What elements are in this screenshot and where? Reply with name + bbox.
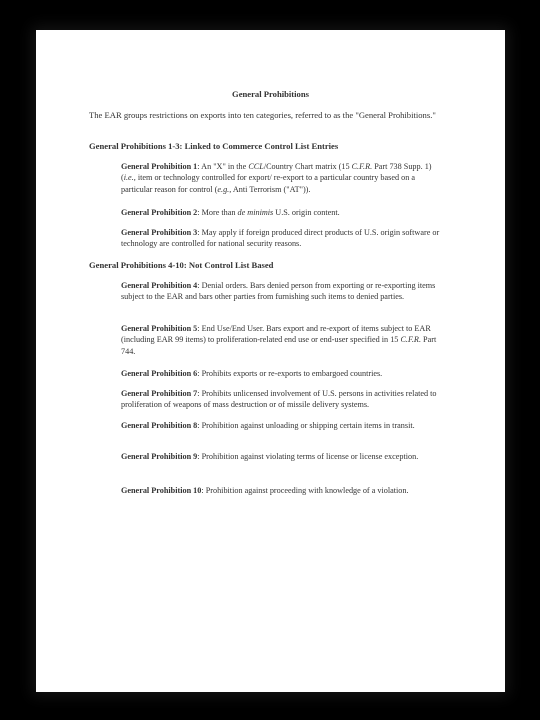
prohibition-text: : End Use/End User. Bars export and re-export of items subject to EAR (including EAR 99 items) to proliferation-related end use or end-user specified in 15 C.F.R. Part 744. xyxy=(121,324,437,356)
prohibition-label: General Prohibition 9 xyxy=(121,452,198,461)
prohibition-text: : Prohibits exports or re-exports to embargoed countries. xyxy=(197,369,383,378)
prohibition-5 xyxy=(121,323,445,357)
prohibition-text: : More than de minimis U.S. origin content. xyxy=(197,208,340,217)
document-page xyxy=(36,30,505,692)
prohibition-text: : Prohibition against unloading or shipping certain items in transit. xyxy=(197,421,415,430)
prohibition-label: General Prohibition 1 xyxy=(121,162,198,171)
section-heading-1-3: General Prohibitions 1-3: Linked to Commerce Control List Entries xyxy=(89,141,339,151)
prohibition-2 xyxy=(121,207,445,218)
prohibition-text: : Denial orders. Bars denied person from exporting or re-exporting items subject to the EAR and bars other parties from furnishing such items to denied parties. xyxy=(121,281,436,302)
intro-paragraph: The EAR groups restrictions on exports into ten categories, referred to as the "General Prohibitions." xyxy=(89,110,436,120)
prohibition-label: General Prohibition 10 xyxy=(121,486,202,495)
prohibition-text: : An "X" in the CCL/Country Chart matrix (15 C.F.R. Part 738 Supp. 1) (i.e., item or technology controlled for export/ re-export to a particular country based on a particular reason for control (e.g., Anti Terrorism ("AT")). xyxy=(121,162,432,194)
prohibition-text: : Prohibition against proceeding with knowledge of a violation. xyxy=(201,486,409,495)
prohibition-6 xyxy=(121,368,445,379)
page-title: General Prohibitions xyxy=(232,89,309,99)
prohibition-9 xyxy=(121,451,445,462)
prohibition-text: : Prohibition against violating terms of license or license exception. xyxy=(197,452,419,461)
prohibition-label: General Prohibition 7 xyxy=(121,389,198,398)
prohibition-label: General Prohibition 2 xyxy=(121,208,198,217)
prohibition-8 xyxy=(121,420,445,431)
prohibition-text: : May apply if foreign produced direct products of U.S. origin software or technology are controlled for national security reasons. xyxy=(121,228,440,249)
prohibition-1 xyxy=(121,161,445,195)
prohibition-3 xyxy=(121,227,445,250)
prohibition-7 xyxy=(121,388,445,411)
prohibition-label: General Prohibition 6 xyxy=(121,369,198,378)
prohibition-label: General Prohibition 4 xyxy=(121,281,198,290)
prohibition-text: : Prohibits unlicensed involvement of U.S. persons in activities related to proliferation of weapons of mass destruction or of missile delivery systems. xyxy=(121,389,437,410)
prohibition-4 xyxy=(121,280,445,303)
prohibition-label: General Prohibition 8 xyxy=(121,421,198,430)
prohibition-label: General Prohibition 3 xyxy=(121,228,198,237)
prohibition-10 xyxy=(121,485,445,496)
prohibition-label: General Prohibition 5 xyxy=(121,324,198,333)
section-heading-4-10: General Prohibitions 4-10: Not Control List Based xyxy=(89,260,274,270)
